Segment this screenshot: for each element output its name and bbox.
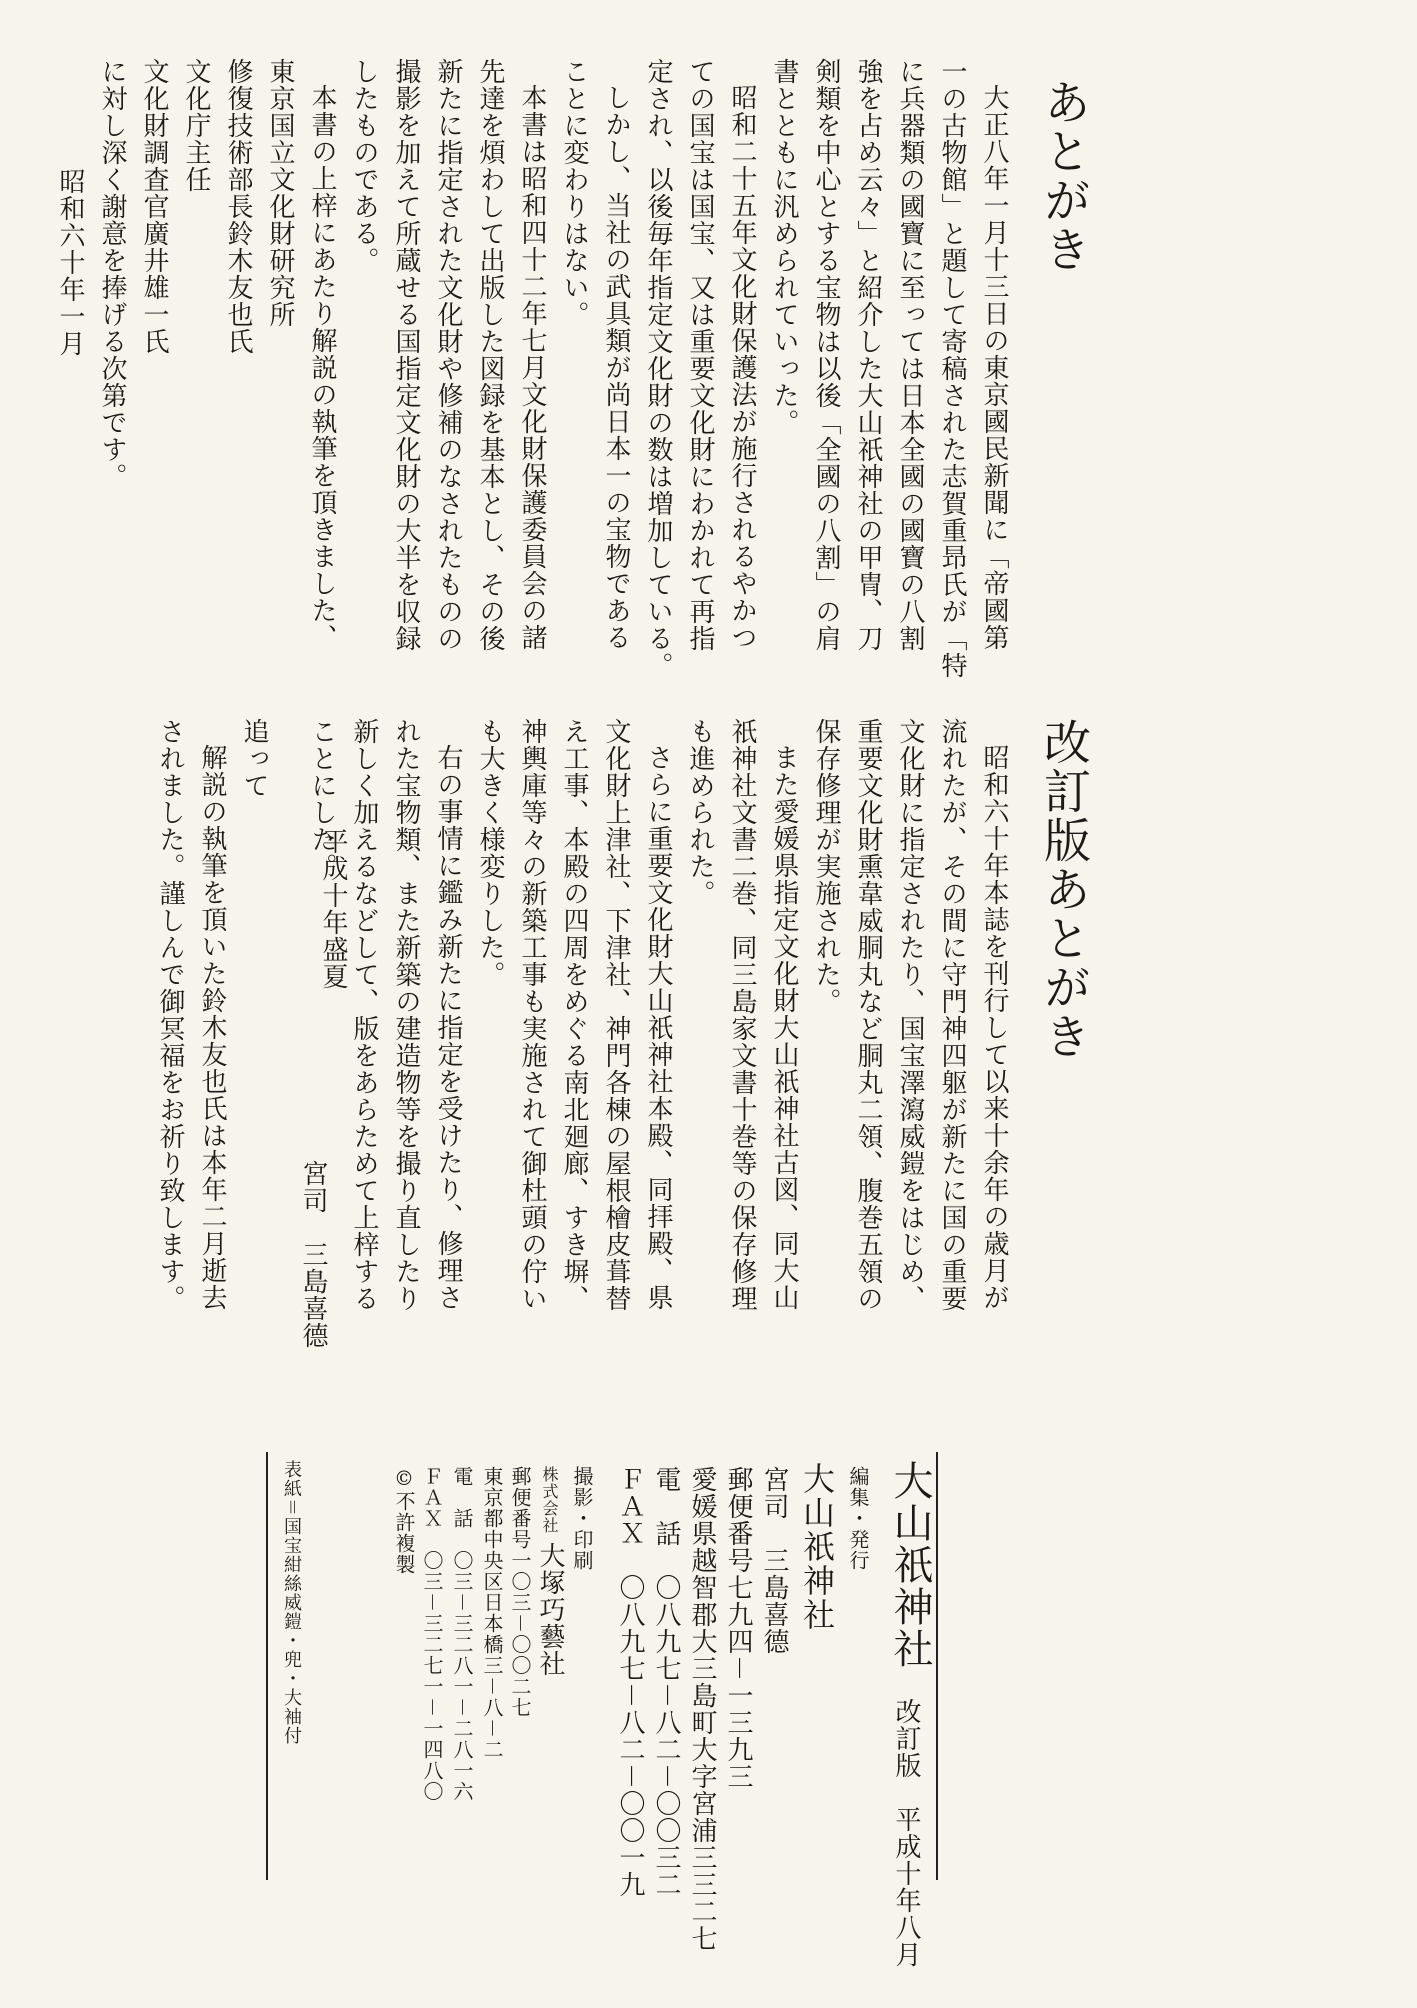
revised-para1-line2: 流れたが、その間に守門神四躯が新たに国の重要: [937, 718, 967, 1312]
afterword-para3-line4: 撮影を加えて所蔵せる国指定文化財の大半を収録: [391, 58, 421, 652]
postscript-heading: 追って: [239, 718, 269, 799]
revised-para3-line4: 神輿庫等々の新築工事も実施されて御杜頭の佇い: [517, 718, 547, 1312]
afterword-title: あとがき: [1036, 78, 1091, 274]
afterword-para2-line4: しかし、当社の武具類が尚日本一の宝物である: [601, 84, 631, 651]
afterword-para1-line2: 一の古物館」と題して寄稿された志賀重昻氏が「特: [937, 58, 967, 679]
afterword-para4-line1: 本書の上梓にあたり解説の執筆を頂きました、: [307, 84, 337, 651]
revised-signature-column: [290, 1160, 334, 1349]
revised-para4-line2: れた宝物類、また新築の建造物等を撮り直したり: [391, 718, 421, 1312]
revised-afterword-date: 平成十年盛夏: [318, 828, 348, 990]
colophon: [270, 1450, 934, 1968]
revised-para3-line5: も大きく様変りした。: [475, 718, 505, 988]
revised-para1-line5: 保存修理が実施された。: [811, 718, 841, 1015]
revised-para3-line2: 文化財上津社、下津社、神門各棟の屋根檜皮葺替: [601, 718, 631, 1312]
colophon-fax: ＦＡＸ 〇八九七－八二－〇〇一九: [615, 1466, 645, 1899]
afterword-para3-line1: 本書は昭和四十二年七月文化財保護委員会の諸: [517, 84, 547, 651]
revised-para2-line2: 祇神社文書二巻、同三島家文書十巻等の保存修理: [727, 718, 757, 1312]
afterword-para3-line5: したものである。: [349, 58, 379, 274]
afterword-para1-line5: 剣類を中心とする宝物は以後「全國の八割」の肩: [811, 58, 841, 652]
afterword-para2-line1: 昭和二十五年文化財保護法が施行されるやかつ: [727, 84, 757, 651]
colophon-copyright: ©不許複製: [392, 1466, 416, 1575]
afterword-para3-line3: 新たに指定された文化財や修補のなされたものの: [433, 58, 463, 652]
revised-para3-line1: さらに重要文化財大山祇神社本殿、同拝殿、県: [643, 744, 673, 1311]
colophon-printer-tel: 電 話 〇三－三二八一－二八一六: [450, 1466, 474, 1802]
afterword-date: 昭和六十年一月: [55, 168, 85, 357]
afterword-para2-line2: ての国宝は国宝、又は重要文化財にわかれて再指: [685, 58, 715, 652]
colophon-printer-postal: 郵便番号一〇三－〇〇二七: [508, 1466, 532, 1718]
afterword-para1-line1: 大正八年一月十三日の東京國民新聞に「帝國第: [979, 84, 1009, 651]
afterword-para1-line4: 強を占め云々」と紹介した大山祇神社の甲冑、刀: [853, 58, 883, 652]
colophon-rule-left: [266, 1452, 268, 1880]
colophon-printer-label: 撮影・印刷: [570, 1466, 594, 1571]
revised-para1-line4: 重要文化財熏韋威胴丸など胴丸二領、腹巻五領の: [853, 718, 883, 1312]
colophon-editor-label: 編集・発行: [846, 1466, 870, 1571]
colophon-book-title: 大山祇神社: [887, 1460, 933, 1670]
postscript-line2: されました。謹しんで御冥福をお祈り致します。: [155, 718, 185, 1312]
revised-para4-line4: ことにした。: [307, 718, 337, 880]
afterword-para1-line6: 書とともに汎められていった。: [769, 58, 799, 436]
afterword-para3-line2: 先達を煩わして出版した図録を基本とし、その後: [475, 58, 505, 652]
revised-afterword-title: 改訂版あとがき: [1036, 718, 1091, 1061]
colophon-cover-note: 表紙＝国宝紺絲威鎧・兜・大袖付: [281, 1460, 302, 1745]
afterword-para2-line5: ことに変わりはない。: [559, 58, 589, 328]
colophon-editor: 大山祇神社: [798, 1462, 836, 1632]
revised-para2-line3: も進められた。: [685, 718, 715, 907]
colophon-printer: 大塚巧藝社: [535, 1542, 565, 1677]
afterword-para4-line2: 東京国立文化財研究所: [265, 58, 295, 328]
colophon-printer-address: 東京都中央区日本橋三－八－二: [480, 1466, 504, 1760]
colophon-chief-priest: 宮司 三島喜德: [759, 1466, 789, 1655]
postscript: [145, 718, 275, 1318]
afterword-para2-line3: 定され、以後毎年指定文化財の数は増加している。: [643, 58, 673, 679]
postscript-line1: 解説の執筆を頂いた鈴木友也氏は本年二月逝去: [197, 744, 227, 1311]
revised-para2-line1: また愛媛県指定文化財大山祇神社古図、同大山: [769, 744, 799, 1311]
afterword-para4-line4: 文化庁主任: [181, 58, 211, 193]
revised-para1-line1: 昭和六十年本誌を刊行して以来十余年の歳月が: [979, 744, 1009, 1311]
colophon-tel: 電 話 〇八九七－八二－〇〇三二: [651, 1466, 681, 1899]
colophon-address: 愛媛県越智郡大三島町大字宮浦三三二七: [687, 1466, 717, 1952]
afterword-para4-line3: 修復技術部長鈴木友也氏: [223, 58, 253, 355]
colophon-printer-company-type: 株式会社: [540, 1466, 559, 1534]
afterword-para4-line6: に対し深く謝意を捧げる次第です。: [97, 58, 127, 490]
revised-para4-line3: 新しく加えるなどして、版をあらためて上梓する: [349, 718, 379, 1312]
afterword-body: [55, 58, 1015, 679]
afterword-para1-line3: に兵器類の國寶に至っては日本全國の國寶の八割: [895, 58, 925, 652]
revised-para1-line3: 文化財に指定されたり、国宝澤瀉威鎧をはじめ、: [895, 718, 925, 1312]
revised-para4-line1: 右の事情に鑑み新たに指定を受けたり、修理さ: [433, 744, 463, 1311]
afterword-para4-line5: 文化財調査官廣井雄一氏: [139, 58, 169, 355]
colophon-printer-fax: ＦＡＸ 〇三－三二七一－一四八〇: [420, 1466, 444, 1802]
colophon-edition: 改訂版 平成十年八月: [891, 1698, 921, 1968]
colophon-postal-code: 郵便番号七九四－一三九三: [723, 1466, 753, 1791]
revised-para3-line3: え工事、本殿の四周をめぐる南北廻廊、すき塀、: [559, 718, 589, 1312]
chief-priest-signature: 宮司 三島喜德: [298, 1160, 328, 1349]
